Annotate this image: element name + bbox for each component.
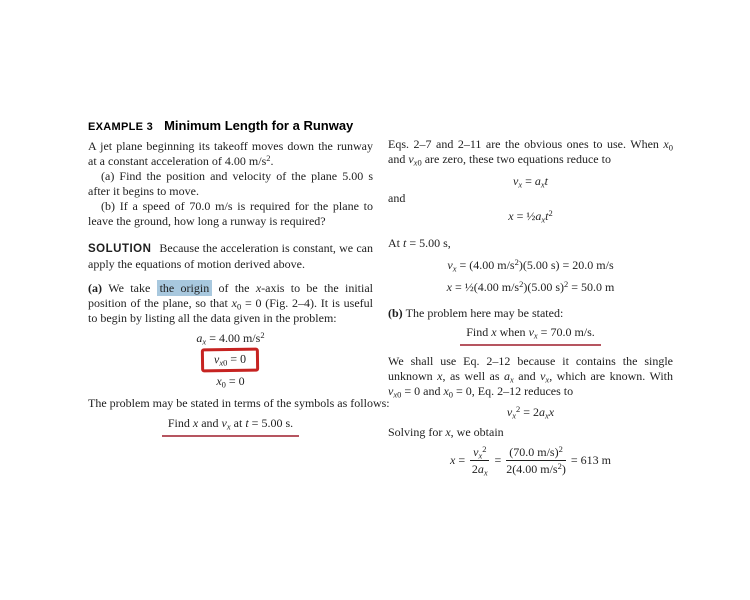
red-underline-annotation: [162, 416, 299, 437]
final-eq-lhs: x =: [450, 453, 466, 467]
solving-statement: Solving for x, we obtain: [388, 425, 504, 439]
boxed-equation-row: [88, 348, 373, 372]
at-time-statement: At t = 5.00 s,: [388, 236, 451, 250]
equation-final-result: [388, 445, 673, 476]
intro-paragraph: A jet plane beginning its takeoff moves down the runway at a constant acceleration of 4.00 $m/s^2$.: [88, 139, 373, 168]
fraction-numeric: [506, 445, 566, 476]
find-statement-a: Find x and $v_x$ at t = 5.00 s.: [167, 416, 294, 432]
final-eq-result: = 613 m: [570, 453, 611, 467]
find-statement-row-b: [388, 325, 673, 346]
equation-v-numeric: $v_x = (4.00$ $m/s^2)(5.00$ s) = 20.0 m/s: [447, 257, 614, 274]
equation-x-numeric: x = ½(4.00 $m/s^2)(5.00$ s)$^2$ = 50.0 m: [446, 279, 615, 294]
final-eq-equals: =: [494, 453, 502, 467]
example-number-label: EXAMPLE 3: [88, 121, 154, 133]
solution-paragraph: SOLUTION Because the acceleration is constant, we can apply the equations of motion derived above.: [88, 241, 373, 271]
part-b-paragraph: (b) The problem here may be stated:: [388, 306, 564, 320]
red-annotation-box: [201, 348, 259, 373]
example-heading: [88, 118, 373, 135]
fraction-denominator: $2a_x$: [471, 462, 488, 478]
part-a-paragraph: (a) We take the origin of the x-axis to be the initial position of the plane, so that $x_0 = 0$ (Fig. 2–4). It is useful to begin by listing all the data given in the problem:: [88, 281, 373, 325]
eq-2-12-paragraph: We shall use Eq. 2–12 because it contains the single unknown x, as well as $a_x$ and $v_x$, which are known. With $v_{x0} = 0$ and $x_0 = 0$, Eq. 2–12 reduces to: [388, 354, 674, 400]
equation-x0: $x_0 = 0$: [216, 374, 245, 390]
find-statement-b: Find x when $v_x = 70.0$ m/s.: [466, 325, 595, 341]
fraction-vx2-over-2ax: [470, 445, 489, 476]
equations-intro-paragraph: Eqs. 2–7 and 2–11 are the obvious ones to use. When $x_0$ and $v_{x0}$ are zero, these two equations reduce to: [388, 137, 673, 168]
equation-x-half-at2: $x = \frac{1}{2}a_xt^2$: [508, 208, 553, 225]
right-column: [388, 118, 673, 476]
symbols-statement: The problem may be stated in terms of the symbols as follows:: [88, 396, 390, 410]
fraction-numerator: $v_x^2$: [470, 445, 489, 461]
find-statement-row: [88, 416, 373, 437]
left-column: [88, 118, 390, 476]
equation-v2-2ax: $v_x^2 = 2a_xx$: [506, 404, 555, 421]
equation-v-at: $v_x = a_xt$: [512, 174, 548, 190]
textbook-example-page: [88, 118, 674, 476]
equation-vx0: $v_{x0} = 0$: [214, 351, 247, 368]
red-underline-annotation-b: [460, 325, 601, 346]
fraction-numeric-numerator: (70.0 m/s)$^2$: [506, 445, 566, 461]
question-a: (a) Find the position and velocity of the plane 5.00 s after it begins to move.: [88, 169, 373, 198]
example-title: Minimum Length for a Runway: [164, 118, 354, 133]
fraction-numeric-denominator: 2(4.00 $m/s^2$): [506, 461, 566, 476]
and-connector: and: [388, 191, 406, 205]
question-b: (b) If a speed of 70.0 m/s is required for the plane to leave the ground, how long a runway is required?: [88, 199, 373, 228]
equation-ax: $a_x = 4.00$ $m/s^2$: [196, 330, 265, 347]
